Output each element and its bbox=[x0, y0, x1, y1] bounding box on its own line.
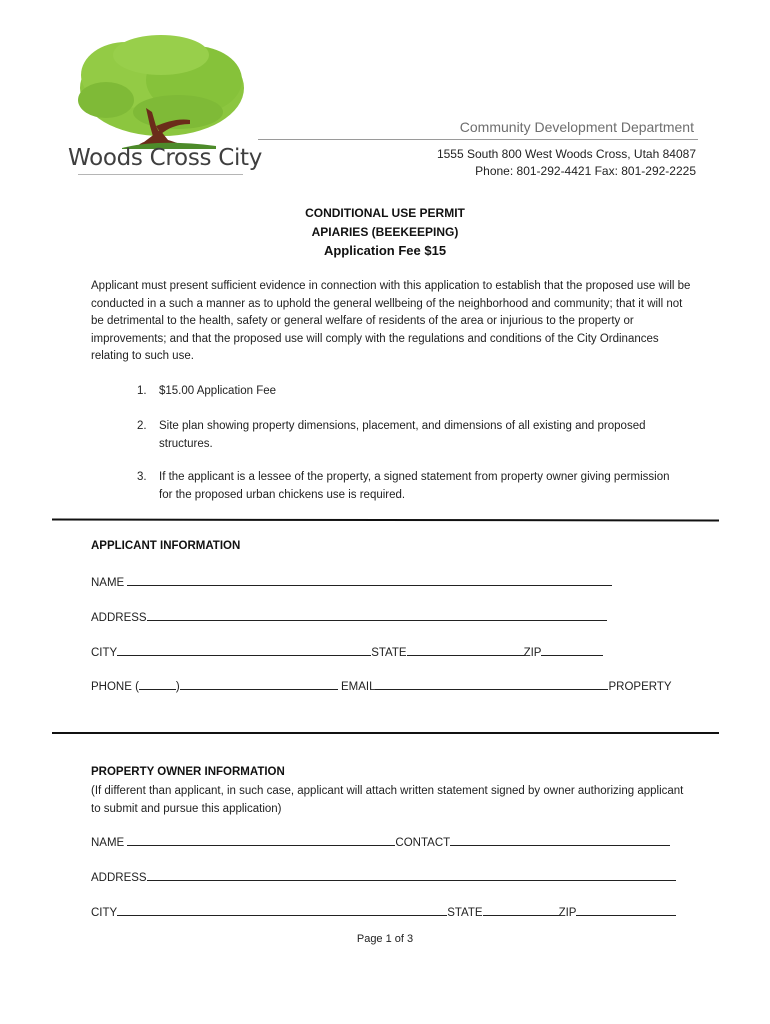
applicant-zip-field[interactable] bbox=[541, 645, 603, 656]
intro-paragraph: Applicant must present sufficient evidence in connection with this application to establish that the proposed use will be conducted in a such a manner as to uphold the general wellbeing of the neighborhood and community; that it will not be detrimental to the health, safety or general welfare of residents of the area or injurious to the property or improvements; and that the proposed use will comply with the regulations and conditions of the City Ordinances relating to such use. bbox=[91, 280, 691, 362]
department-address: 1555 South 800 West Woods Cross, Utah 84087 bbox=[436, 147, 696, 161]
zip-label: ZIP bbox=[523, 647, 542, 659]
form-subtitle: APIARIES (BEEKEEPING) bbox=[311, 225, 459, 239]
owner-zip-field[interactable] bbox=[576, 905, 676, 916]
form-title: CONDITIONAL USE PERMIT bbox=[305, 206, 465, 220]
requirement-number: 2. bbox=[137, 420, 147, 432]
applicant-state-field[interactable] bbox=[407, 645, 524, 656]
name-label: NAME bbox=[91, 837, 128, 849]
owner-contact-field[interactable] bbox=[450, 835, 670, 846]
owner-address-row bbox=[91, 870, 676, 884]
city-label: CITY bbox=[91, 647, 118, 659]
application-fee: Application Fee $15 bbox=[323, 243, 447, 258]
applicant-address-row bbox=[91, 610, 607, 624]
owner-name-field[interactable] bbox=[127, 835, 395, 846]
phone-close-paren: ) bbox=[175, 681, 180, 693]
phone-label: PHONE ( bbox=[91, 681, 139, 693]
requirement-text: $15.00 Application Fee bbox=[159, 385, 277, 397]
requirement-number: 3. bbox=[137, 471, 147, 483]
state-label: STATE bbox=[447, 907, 483, 919]
requirement-text: Site plan showing property dimensions, placement, and dimensions of all existing and proposed structures. bbox=[159, 420, 646, 450]
owner-heading: PROPERTY OWNER INFORMATION bbox=[91, 766, 285, 778]
address-label: ADDRESS bbox=[91, 612, 147, 624]
header-rule bbox=[258, 139, 698, 140]
logo-underline bbox=[78, 174, 243, 175]
applicant-address-field[interactable] bbox=[147, 610, 607, 621]
requirement-item bbox=[137, 418, 677, 453]
requirement-number: 1. bbox=[137, 385, 147, 397]
applicant-name-field[interactable] bbox=[127, 575, 612, 586]
owner-note: (If different than applicant, in such case, applicant will attach written statement signed by owner authorizing applicant to submit and pursue this application) bbox=[91, 785, 684, 815]
requirement-item bbox=[137, 469, 677, 504]
applicant-city-row bbox=[91, 645, 603, 659]
property-label: PROPERTY bbox=[608, 681, 672, 693]
applicant-phone-field[interactable] bbox=[180, 679, 338, 690]
department-phone-fax: Phone: 801-292-4421 Fax: 801-292-2225 bbox=[475, 164, 696, 178]
owner-city-field[interactable] bbox=[117, 905, 447, 916]
requirement-item bbox=[137, 383, 677, 401]
owner-city-row bbox=[91, 905, 676, 919]
zip-label: ZIP bbox=[558, 907, 577, 919]
address-label: ADDRESS bbox=[91, 872, 147, 884]
owner-state-field[interactable] bbox=[483, 905, 559, 916]
city-label: CITY bbox=[91, 907, 118, 919]
logo-wordmark: Woods Cross City bbox=[68, 145, 263, 171]
applicant-name-row bbox=[91, 575, 612, 589]
requirement-text: If the applicant is a lessee of the property, a signed statement from property owner giving permission for the proposed urban chickens use is required. bbox=[159, 471, 670, 501]
applicant-heading: APPLICANT INFORMATION bbox=[91, 540, 241, 552]
applicant-email-field[interactable] bbox=[375, 679, 608, 690]
name-label: NAME bbox=[91, 577, 128, 589]
state-label: STATE bbox=[371, 647, 407, 659]
applicant-area-code-field[interactable] bbox=[139, 679, 176, 690]
applicant-city-field[interactable] bbox=[117, 645, 371, 656]
page-number: Page 1 of 3 bbox=[356, 933, 414, 945]
email-label: EMAIL bbox=[337, 681, 376, 693]
section-divider bbox=[52, 732, 719, 734]
owner-name-row bbox=[91, 835, 670, 849]
applicant-phone-row bbox=[91, 679, 672, 693]
section-divider bbox=[52, 519, 719, 522]
owner-address-field[interactable] bbox=[147, 870, 676, 881]
contact-label: CONTACT bbox=[395, 837, 451, 849]
department-name: Community Development Department bbox=[459, 119, 694, 135]
